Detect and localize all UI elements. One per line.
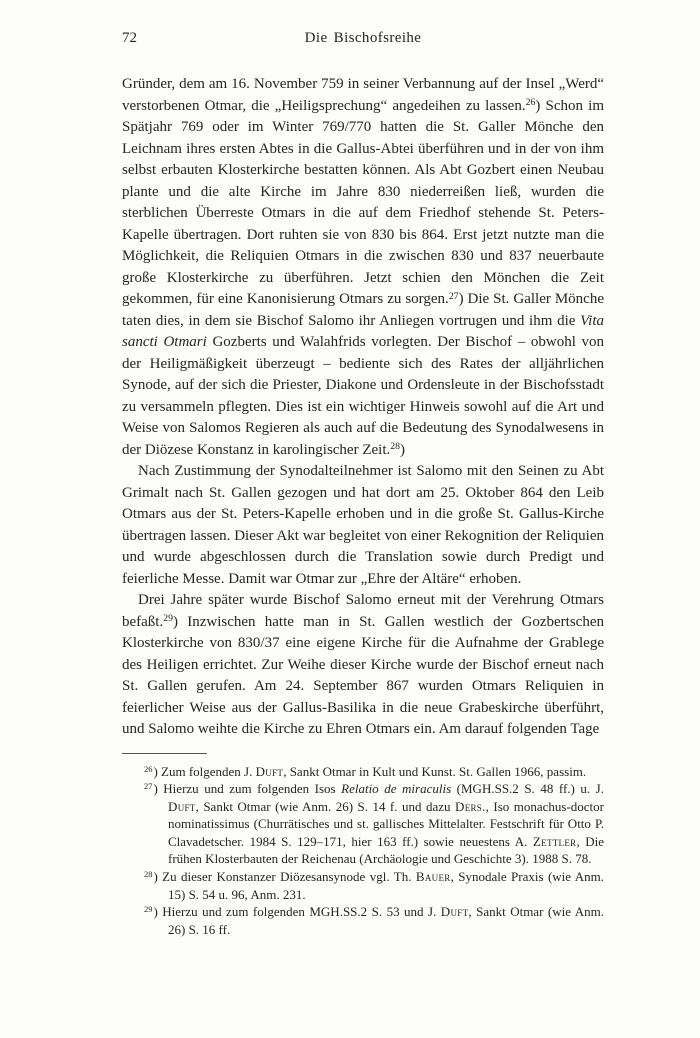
page-header <box>122 30 604 50</box>
footnote-number: 29 <box>144 904 153 915</box>
footnote-text <box>153 869 604 902</box>
paragraph-2 <box>122 461 604 590</box>
page-number: 72 <box>122 30 137 46</box>
footnote-text <box>153 764 586 779</box>
text-segment: , Sankt Otmar (wie Anm. 26) S. 14 f. und dazu <box>195 798 455 814</box>
text-segment: Vita sancti Otmari <box>122 312 604 350</box>
footnote-number: 26 <box>144 763 153 774</box>
text-segment: (MGH.SS.2 S. 48 ff.) u. J. <box>451 781 604 797</box>
text-segment: Relatio de miraculis <box>341 781 452 797</box>
footnote-29 <box>144 903 604 938</box>
text-segment: , Synodale Praxis (wie Anm. 15) S. 54 u. 96, Anm. 231. <box>168 869 604 902</box>
text-segment: Gozberts und Walahfrids vorlegten. Der Bischof – obwohl von der Heiligmäßigkeit überzeugt – bediente sich des Rates der alljährlichen Synode, auf der sich die Priester, Diakone und Ordensleute in der Bischofsstadt zu versammeln pflegten. Dies ist ein wichtiger Hinweis sowohl auf die Art und Weise von Salomos Regieren als auch auf die Bedeutung des Synodalwesens in der Diözese Konstanz in karolingischer Zeit. <box>122 334 605 458</box>
footnote-ref: 28 <box>390 441 400 453</box>
paragraph-1 <box>122 74 604 461</box>
text-segment: , Die frühen Klosterbauten der Reichenau (Archäologie und Geschichte 3). 1988 S. 78. <box>168 833 604 867</box>
footnotes-section <box>122 763 604 939</box>
footnote-28 <box>144 868 604 903</box>
paragraph-3 <box>122 590 604 741</box>
text-segment: ) Hierzu und zum folgenden MGH.SS.2 S. 53 und J. <box>153 904 441 920</box>
text-segment: Zettler <box>532 833 577 849</box>
text-segment: ) Schon im Spätjahr 769 oder im Winter 769/770 hatten die St. Galler Mönche den Leichnam ihres ersten Abtes in die Gallus-Abtei überführen und in der von ihm selbst erbauten Klosterkirche bestatten können. Als Abt Gozbert einen Neubau plante und die alte Kirche im Jahre 830 niederreißen ließ, wurden die sterblichen Überreste Otmars in die auf dem Friedhof stehende St. Peters-Kapelle übertragen. Dort ruhten sie von 830 bis 864. Erst jetzt nutzte man die Möglichkeit, die Reliquien Otmars in die zwischen 830 und 837 neuerbaute große Klosterkirche zu überführen. Jetzt schien den Mönchen die Zeit gekommen, für eine Kanonisierung Otmars zu sorgen. <box>122 97 604 307</box>
text-segment: Duft <box>168 798 196 814</box>
text-segment: Drei Jahre später wurde Bischof Salomo erneut mit der Verehrung Otmars befaßt. <box>122 592 604 630</box>
text-block <box>122 30 604 938</box>
text-segment: Nach Zustimmung der Synodalteilnehmer ist Salomo mit den Seinen zu Abt Grimalt nach St. Gallen gezogen und hat dort am 25. Oktober 864 den Leib Otmars aus der St. Peters-Kapelle erhoben und in die große St. Gallus-Kirche übertragen lassen. Dieser Akt war begleitet von einer Rekognition der Reliquien und wurde abgeschlossen durch die Translation sowie durch Predigt und feierliche Messe. Damit war Otmar zur „Ehre der Altäre“ erhoben. <box>122 463 604 587</box>
text-segment: Duft <box>440 904 469 920</box>
footnote-number: 27 <box>144 781 153 792</box>
footnote-text <box>153 904 604 937</box>
text-segment: , Sankt Otmar in Kult und Kunst. St. Gallen 1966, passim. <box>283 763 587 779</box>
text-segment: Ders. <box>455 798 486 814</box>
text-segment: ) Hierzu und zum folgenden Isos <box>153 781 342 797</box>
text-segment: Gründer, dem am 16. November 759 in seiner Verbannung auf der Insel „Werd“ verstorbenen Otmar, die „Heiligsprechung“ angedeihen zu lassen. <box>122 76 604 114</box>
footnote-number: 28 <box>144 869 153 880</box>
footnote-26 <box>144 763 604 781</box>
text-segment: , Sankt Otmar (wie Anm. 26) S. 16 ff. <box>168 904 604 937</box>
running-head: Die Bischofsreihe <box>304 30 422 46</box>
body-text <box>122 74 604 741</box>
text-segment: Bauer <box>415 869 451 885</box>
text-segment: ) Zum folgenden J. <box>153 763 256 779</box>
footnote-divider <box>122 753 207 754</box>
text-segment: ) Inzwischen hatte man in St. Gallen westlich der Gozbertschen Klosterkirche von 830/37 eine eigene Kirche für die Aufnahme der Grablege des Heiligen errichtet. Zur Weihe dieser Kirche wurde der Bischof erneut nach St. Gallen gerufen. Am 24. September 867 wurden Otmars Reliquien in feierlicher Weise aus der Gallus-Basilika in die neue Grabeskirche überführt, und Salomo weihte die Kirche zu Ehren Otmars ein. Am darauf folgenden Tage <box>122 613 604 737</box>
text-segment: ) <box>400 441 405 458</box>
text-segment: , Iso monachus-doctor nominatissimus (Churrätisches und st. gallisches Mittelalter. Festschrift für Otto P. Clavadetscher. 1984 S. 129–171, hier 163 ff.) sowie neuestens A. <box>168 798 605 849</box>
text-segment: Duft <box>255 763 284 779</box>
footnote-text <box>153 781 604 866</box>
footnote-ref: 27 <box>448 290 459 302</box>
text-segment: ) Zu dieser Konstanzer Diözesansynode vgl. Th. <box>153 869 416 885</box>
footnote-ref: 26 <box>525 97 536 109</box>
text-segment: ) Die St. Galler Mönche taten dies, in dem sie Bischof Salomo ihr Anliegen vortrugen und ihm die <box>122 291 604 329</box>
footnote-ref: 29 <box>163 613 173 625</box>
footnote-27 <box>144 780 605 868</box>
